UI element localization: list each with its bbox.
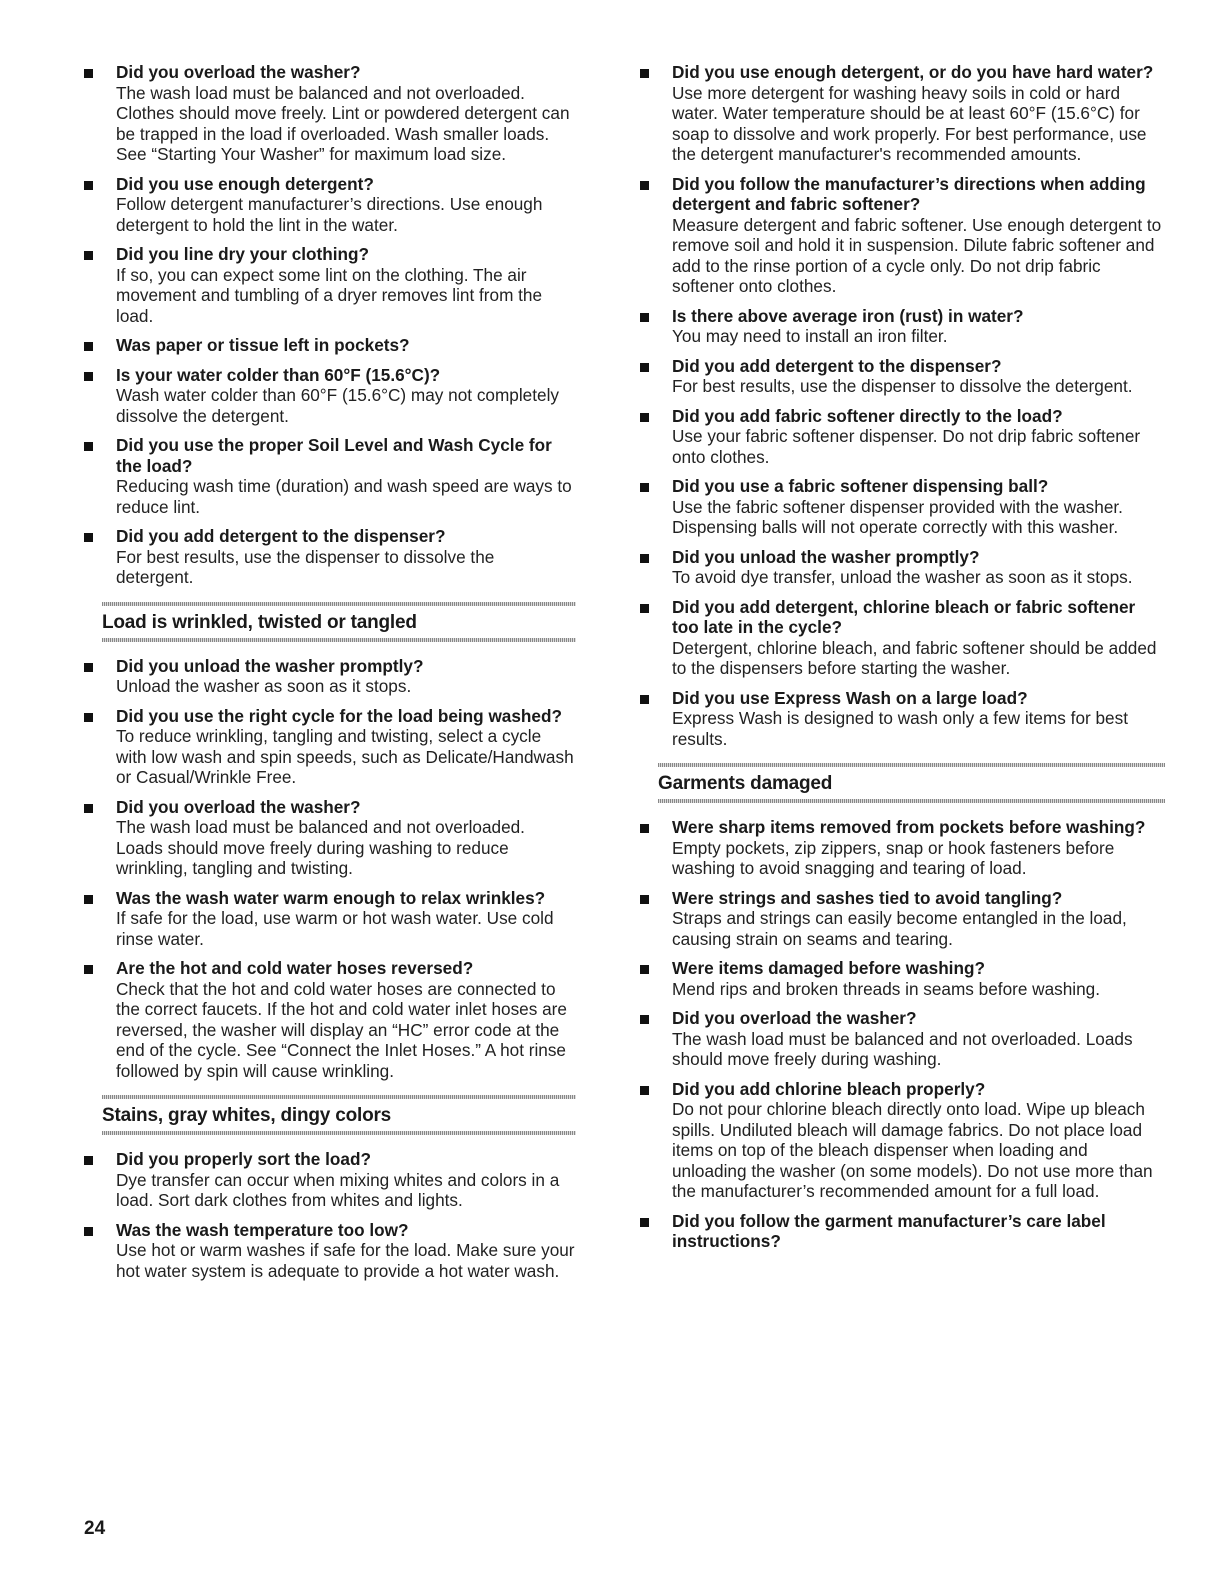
answer-text: You may need to install an iron filter. — [672, 326, 948, 346]
answer-text: Do not pour chlorine bleach directly onto load. Wipe up bleach spills. Undiluted bleach will damage fabrics. Do not place load items on top of the bleach dispenser when loading and unloading the washer (on some models). Do not use more than the manufacturer’s recommended amount for a full load. — [672, 1099, 1153, 1201]
bullet-icon — [84, 1227, 93, 1236]
bullet-icon — [640, 824, 649, 833]
left-column — [84, 62, 576, 1290]
answer-text: If so, you can expect some lint on the clothing. The air movement and tumbling of a dryer removes lint from the load. — [116, 264, 543, 326]
stain-questions — [84, 1149, 576, 1281]
answer-text: If safe for the load, use warm or hot wash water. Use cold rinse water. — [116, 908, 554, 949]
stain-questions-continued — [640, 62, 1165, 749]
question-text: Did you follow the manufacturer’s directions when adding detergent and fabric softener? — [672, 173, 1146, 214]
list-item — [640, 958, 1165, 999]
list-item — [84, 526, 576, 588]
question-text: Were items damaged before washing? — [672, 958, 985, 978]
list-item — [640, 306, 1165, 347]
answer-text: Dye transfer can occur when mixing whites and colors in a load. Sort dark clothes from whites and lights. — [116, 1169, 560, 1210]
section-rule-top — [658, 763, 1165, 767]
wrinkle-questions — [84, 656, 576, 1082]
question-text: Was the wash temperature too low? — [116, 1219, 409, 1240]
answer-text: Use your fabric softener dispenser. Do not drip fabric softener onto clothes. — [672, 426, 1141, 467]
bullet-icon — [84, 251, 93, 260]
bullet-icon — [640, 69, 649, 78]
question-text: Did you use Express Wash on a large load? — [672, 687, 1028, 708]
bullet-icon — [84, 804, 93, 813]
bullet-icon — [640, 895, 649, 904]
section-title: Load is wrinkled, twisted or tangled — [102, 611, 417, 633]
question-text: Did you use the proper Soil Level and Wash Cycle for the load? — [116, 435, 552, 476]
question-text: Did you add chlorine bleach properly? — [672, 1078, 986, 1099]
bullet-icon — [640, 1218, 649, 1227]
bullet-icon — [84, 372, 93, 381]
answer-text: Wash water colder than 60°F (15.6°C) may not completely dissolve the detergent. — [116, 385, 559, 426]
section-rule-bottom — [102, 1131, 576, 1135]
question-text: Was the wash water warm enough to relax wrinkles? — [116, 887, 546, 908]
answer-text: Express Wash is designed to wash only a few items for best results. — [672, 708, 1128, 749]
question-text: Did you overload the washer? — [116, 62, 361, 82]
bullet-icon — [84, 895, 93, 904]
answer-text: The wash load must be balanced and not overloaded. Loads should move freely during washing. — [672, 1028, 1133, 1069]
section-title: Garments damaged — [658, 773, 833, 794]
list-item — [84, 706, 576, 788]
answer-text: Mend rips and broken threads in seams before washing. — [672, 978, 1101, 999]
answer-text: To reduce wrinkling, tangling and twisting, select a cycle with low wash and spin speeds, such as Delicate/Handwash or Casual/Wrinkle Free. — [116, 726, 574, 787]
bullet-icon — [84, 1156, 93, 1165]
list-item — [84, 1220, 576, 1282]
question-text: Did you use enough detergent, or do you have hard water? — [672, 62, 1154, 82]
section-rule-bottom — [658, 799, 1165, 803]
list-item — [640, 688, 1165, 750]
question-text: Did you add detergent to the dispenser? — [116, 526, 446, 546]
bullet-icon — [84, 442, 93, 451]
list-item — [84, 244, 576, 326]
bullet-icon — [640, 965, 649, 974]
bullet-icon — [84, 965, 93, 974]
list-item — [84, 335, 576, 356]
list-item — [640, 817, 1165, 879]
answer-text: The wash load must be balanced and not overloaded. Loads should move freely during washing to reduce wrinkling, tangling and twisting. — [116, 817, 525, 878]
answer-text: Use hot or warm washes if safe for the load. Make sure your hot water system is adequate to provide a hot water wash. — [116, 1240, 575, 1281]
answer-text: Use the fabric softener dispenser provided with the washer. Dispensing balls will not operate correctly with this washer. — [672, 496, 1123, 537]
question-text: Did you unload the washer promptly? — [672, 546, 980, 567]
bullet-icon — [84, 533, 93, 542]
bullet-icon — [84, 181, 93, 190]
list-item — [640, 62, 1165, 165]
answer-text: To avoid dye transfer, unload the washer as soon as it stops. — [672, 567, 1133, 587]
right-column — [640, 62, 1165, 1261]
question-text: Are the hot and cold water hoses reversed? — [116, 958, 474, 978]
list-item — [84, 174, 576, 236]
list-item — [640, 547, 1165, 588]
damage-questions — [640, 817, 1165, 1252]
question-text: Did you overload the washer? — [116, 796, 361, 817]
question-text: Did you add detergent, chlorine bleach or fabric softener too late in the cycle? — [672, 596, 1136, 637]
list-item — [84, 958, 576, 1081]
answer-text: Use more detergent for washing heavy soils in cold or hard water. Water temperature should be at least 60°F (15.6°C) for soap to dissolve and work properly. For best performance, use the detergent manufacturer's recommended amounts. — [672, 82, 1147, 164]
bullet-icon — [640, 554, 649, 563]
bullet-icon — [640, 483, 649, 492]
question-text: Did you overload the washer? — [672, 1008, 917, 1028]
answer-text: Unload the washer as soon as it stops. — [116, 676, 412, 696]
answer-text: For best results, use the dispenser to dissolve the detergent. — [672, 376, 1133, 396]
list-item — [640, 1211, 1165, 1252]
answer-text: The wash load must be balanced and not overloaded. Clothes should move freely. Lint or powdered detergent can be trapped in the load if overloaded. Wash smaller loads. See “Starting Your Washer” for maximum load size. — [116, 82, 570, 164]
question-text: Did you add fabric softener directly to the load? — [672, 405, 1063, 426]
question-text: Were strings and sashes tied to avoid tangling? — [672, 887, 1063, 908]
bullet-icon — [640, 1015, 649, 1024]
section-header — [640, 763, 1165, 803]
answer-text: For best results, use the dispenser to dissolve the detergent. — [116, 546, 495, 587]
section-rule-top — [102, 1095, 576, 1099]
question-text: Did you use the right cycle for the load being washed? — [116, 705, 562, 726]
section-header — [84, 1095, 576, 1135]
question-text: Is there above average iron (rust) in water? — [672, 305, 1024, 326]
question-text: Did you follow the garment manufacturer’s care label instructions? — [672, 1210, 1106, 1251]
bullet-icon — [640, 181, 649, 190]
list-item — [84, 62, 576, 165]
answer-text: Straps and strings can easily become entangled in the load, causing strain on seams and tearing. — [672, 908, 1127, 949]
answer-text: Measure detergent and fabric softener. Use enough detergent to remove soil and hold it in suspension. Dilute fabric softener and add to the rinse portion of a cycle only. Do not drip fabric softener onto clothes. — [672, 214, 1162, 296]
question-text: Was paper or tissue left in pockets? — [116, 335, 410, 355]
question-text: Did you add detergent to the dispenser? — [672, 355, 1002, 376]
answer-text: Detergent, chlorine bleach, and fabric softener should be added to the dispensers before starting the washer. — [672, 637, 1157, 678]
question-text: Did you unload the washer promptly? — [116, 655, 424, 676]
question-text: Did you use a fabric softener dispensing ball? — [672, 476, 1049, 496]
list-item — [84, 797, 576, 879]
section-rule-top — [102, 602, 576, 606]
question-text: Were sharp items removed from pockets before washing? — [672, 817, 1146, 837]
list-item — [84, 1149, 576, 1211]
lint-questions — [84, 62, 576, 588]
bullet-icon — [84, 663, 93, 672]
question-text: Is your water colder than 60°F (15.6°C)? — [116, 364, 441, 385]
page-number: 24 — [84, 1518, 106, 1539]
list-item — [640, 356, 1165, 397]
bullet-icon — [84, 342, 93, 351]
bullet-icon — [640, 1086, 649, 1095]
answer-text: Follow detergent manufacturer’s directions. Use enough detergent to hold the lint in the water. — [116, 194, 543, 235]
bullet-icon — [84, 69, 93, 78]
list-item — [640, 174, 1165, 297]
answer-text: Empty pockets, zip zippers, snap or hook fasteners before washing to avoid snagging and tearing of load. — [672, 837, 1115, 878]
bullet-icon — [640, 413, 649, 422]
list-item — [640, 888, 1165, 950]
question-text: Did you use enough detergent? — [116, 173, 374, 194]
list-item — [84, 656, 576, 697]
answer-text: Check that the hot and cold water hoses are connected to the correct faucets. If the hot and cold water inlet hoses are reversed, the washer will display an “HC” error code at the end of the cycle. See “Connect the Inlet Hoses.” A hot rinse followed by spin will cause wrinkling. — [116, 978, 567, 1081]
section-title: Stains, gray whites, dingy colors — [102, 1105, 392, 1126]
section-rule-bottom — [102, 638, 576, 642]
bullet-icon — [640, 695, 649, 704]
list-item — [84, 888, 576, 950]
question-text: Did you line dry your clothing? — [116, 244, 370, 264]
list-item — [640, 476, 1165, 538]
section-header — [84, 602, 576, 642]
list-item — [640, 1008, 1165, 1070]
bullet-icon — [640, 363, 649, 372]
list-item — [84, 365, 576, 427]
bullet-icon — [640, 313, 649, 322]
list-item — [640, 597, 1165, 679]
answer-text: Reducing wash time (duration) and wash speed are ways to reduce lint. — [116, 476, 572, 517]
bullet-icon — [84, 713, 93, 722]
question-text: Did you properly sort the load? — [116, 1149, 371, 1169]
list-item — [640, 1079, 1165, 1202]
list-item — [84, 435, 576, 517]
list-item — [640, 406, 1165, 468]
bullet-icon — [640, 604, 649, 613]
